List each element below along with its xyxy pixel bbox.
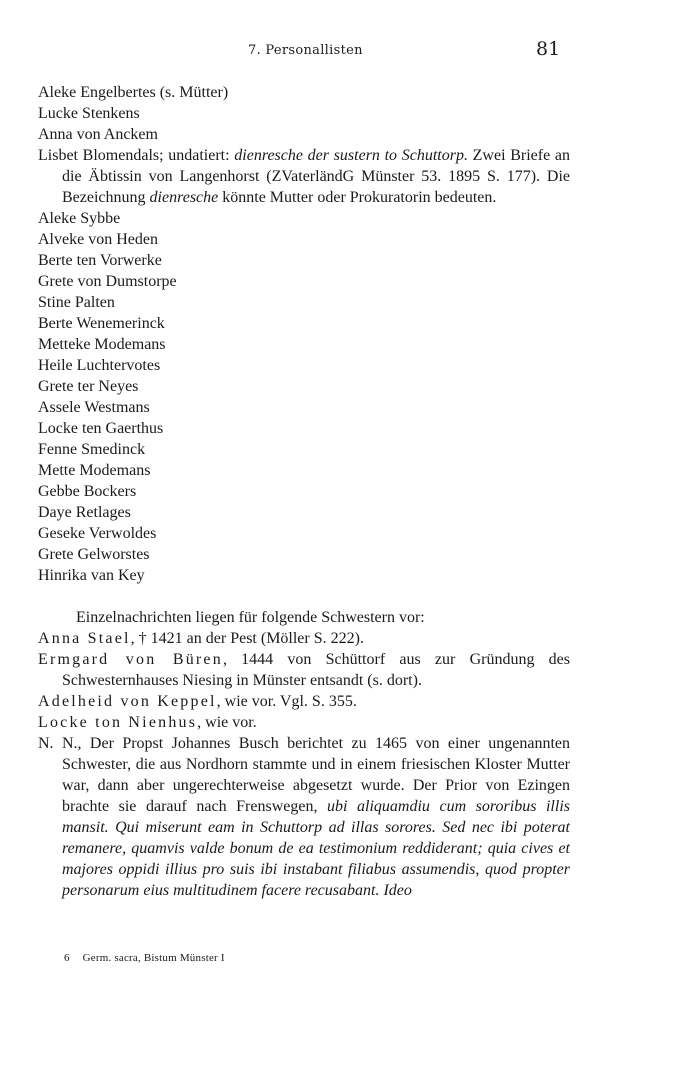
entry-text: , 1444 von Schüttorf aus zur Gründung des Schwesternhauses Niesing in Münster entsandt (s. dort). xyxy=(62,651,571,689)
list-item: Anna von Anckem xyxy=(38,126,158,143)
paragraph-gap xyxy=(38,586,570,607)
entry-name: Adelheid von Keppel xyxy=(38,693,217,710)
entry-text: Zwei Briefe an die Äbtissin von Langenhorst (ZVaterländG Münster 53. 1895 S. 177). Die Bezeichnung xyxy=(62,147,570,206)
entry-name: Anna Stael xyxy=(38,630,131,647)
list-item: Alveke von Heden xyxy=(38,231,158,248)
page-number: 81 xyxy=(536,38,561,60)
list-item: Heile Luchtervotes xyxy=(38,357,161,374)
running-title: 7. Personallisten xyxy=(248,43,363,58)
list-item: Assele Westmans xyxy=(38,399,150,416)
list-item: Geseke Verwoldes xyxy=(38,525,157,542)
signature-line xyxy=(64,952,225,964)
list-item: Hinrika van Key xyxy=(38,567,145,584)
entry-term: dienresche xyxy=(149,189,219,206)
list-item: Metteke Modemans xyxy=(38,336,166,353)
list-item: Berte Wenemerinck xyxy=(38,315,165,332)
list-item: Lucke Stenkens xyxy=(38,105,140,122)
entry-name: Ermgard von Büren xyxy=(38,651,223,668)
list-item: Fenne Smedinck xyxy=(38,441,146,458)
entry-locke-ton-nienhus xyxy=(38,712,570,733)
entry-text: , † 1421 an der Pest (Möller S. 222). xyxy=(130,630,364,647)
entry-text: , wie vor. Vgl. S. 355. xyxy=(216,693,357,710)
list-item: Grete ter Neyes xyxy=(38,378,139,395)
running-head xyxy=(0,38,700,64)
name-list xyxy=(38,208,570,586)
list-item: Berte ten Vorwerke xyxy=(38,252,162,269)
entry-adelheid-von-keppel xyxy=(38,691,570,712)
list-item: Stine Palten xyxy=(38,294,115,311)
signature-number: 6 xyxy=(64,952,70,964)
entry-nn xyxy=(38,733,570,901)
list-item: Grete Gelworstes xyxy=(38,546,150,563)
entry-name: Locke ton Nienhus xyxy=(38,714,198,731)
list-item: Daye Retlages xyxy=(38,504,131,521)
list-item: Mette Modemans xyxy=(38,462,151,479)
entry-anna-stael xyxy=(38,628,570,649)
latin-quote: ubi aliquamdiu cum sororibus illis mansit. Qui miserunt eam in Schuttorp ad illas sorores. Sed nec ibi poterat remanere, quamvis valde bonum de ea testimonium reddiderant; quia cives et majores oppidi illius pro suis ibi instabant filiabus assumendis, quod propter personarum eius multitudinem facere recusabant. Ideo xyxy=(62,798,570,899)
list-item: Locke ten Gaerthus xyxy=(38,420,164,437)
list-item: Aleke Sybbe xyxy=(38,210,121,227)
entry-lisbet-blomendals xyxy=(38,145,570,208)
list-item: Grete von Dumstorpe xyxy=(38,273,177,290)
entry-name: Lisbet Blomendals; undatiert: xyxy=(38,147,235,164)
body-text xyxy=(38,82,570,901)
signature-text: Germ. sacra, Bistum Münster I xyxy=(82,952,225,964)
entry-text: könnte Mutter oder Prokuratorin bedeuten. xyxy=(218,189,497,206)
list-item: Aleke Engelbertes (s. Mütter) xyxy=(38,84,229,101)
entry-text: , wie vor. xyxy=(197,714,257,731)
entry-ermgard-von-bueren xyxy=(38,649,570,691)
entry-text: N. N., Der Propst Johannes Busch berichtet zu 1465 von einer ungenannten Schwester, die aus Nordhorn stammte und in einem friesischen Kloster Mutter war, dann aber ungerechterweise abgesetzt wurde. Der Prior von Ezingen brachte sie darauf nach Frenswegen, xyxy=(38,735,570,815)
section-intro: Einzelnachrichten liegen für folgende Schwestern vor: xyxy=(76,609,425,626)
entry-quote: dienresche der sustern to Schuttorp. xyxy=(234,147,468,164)
list-item: Gebbe Bockers xyxy=(38,483,137,500)
